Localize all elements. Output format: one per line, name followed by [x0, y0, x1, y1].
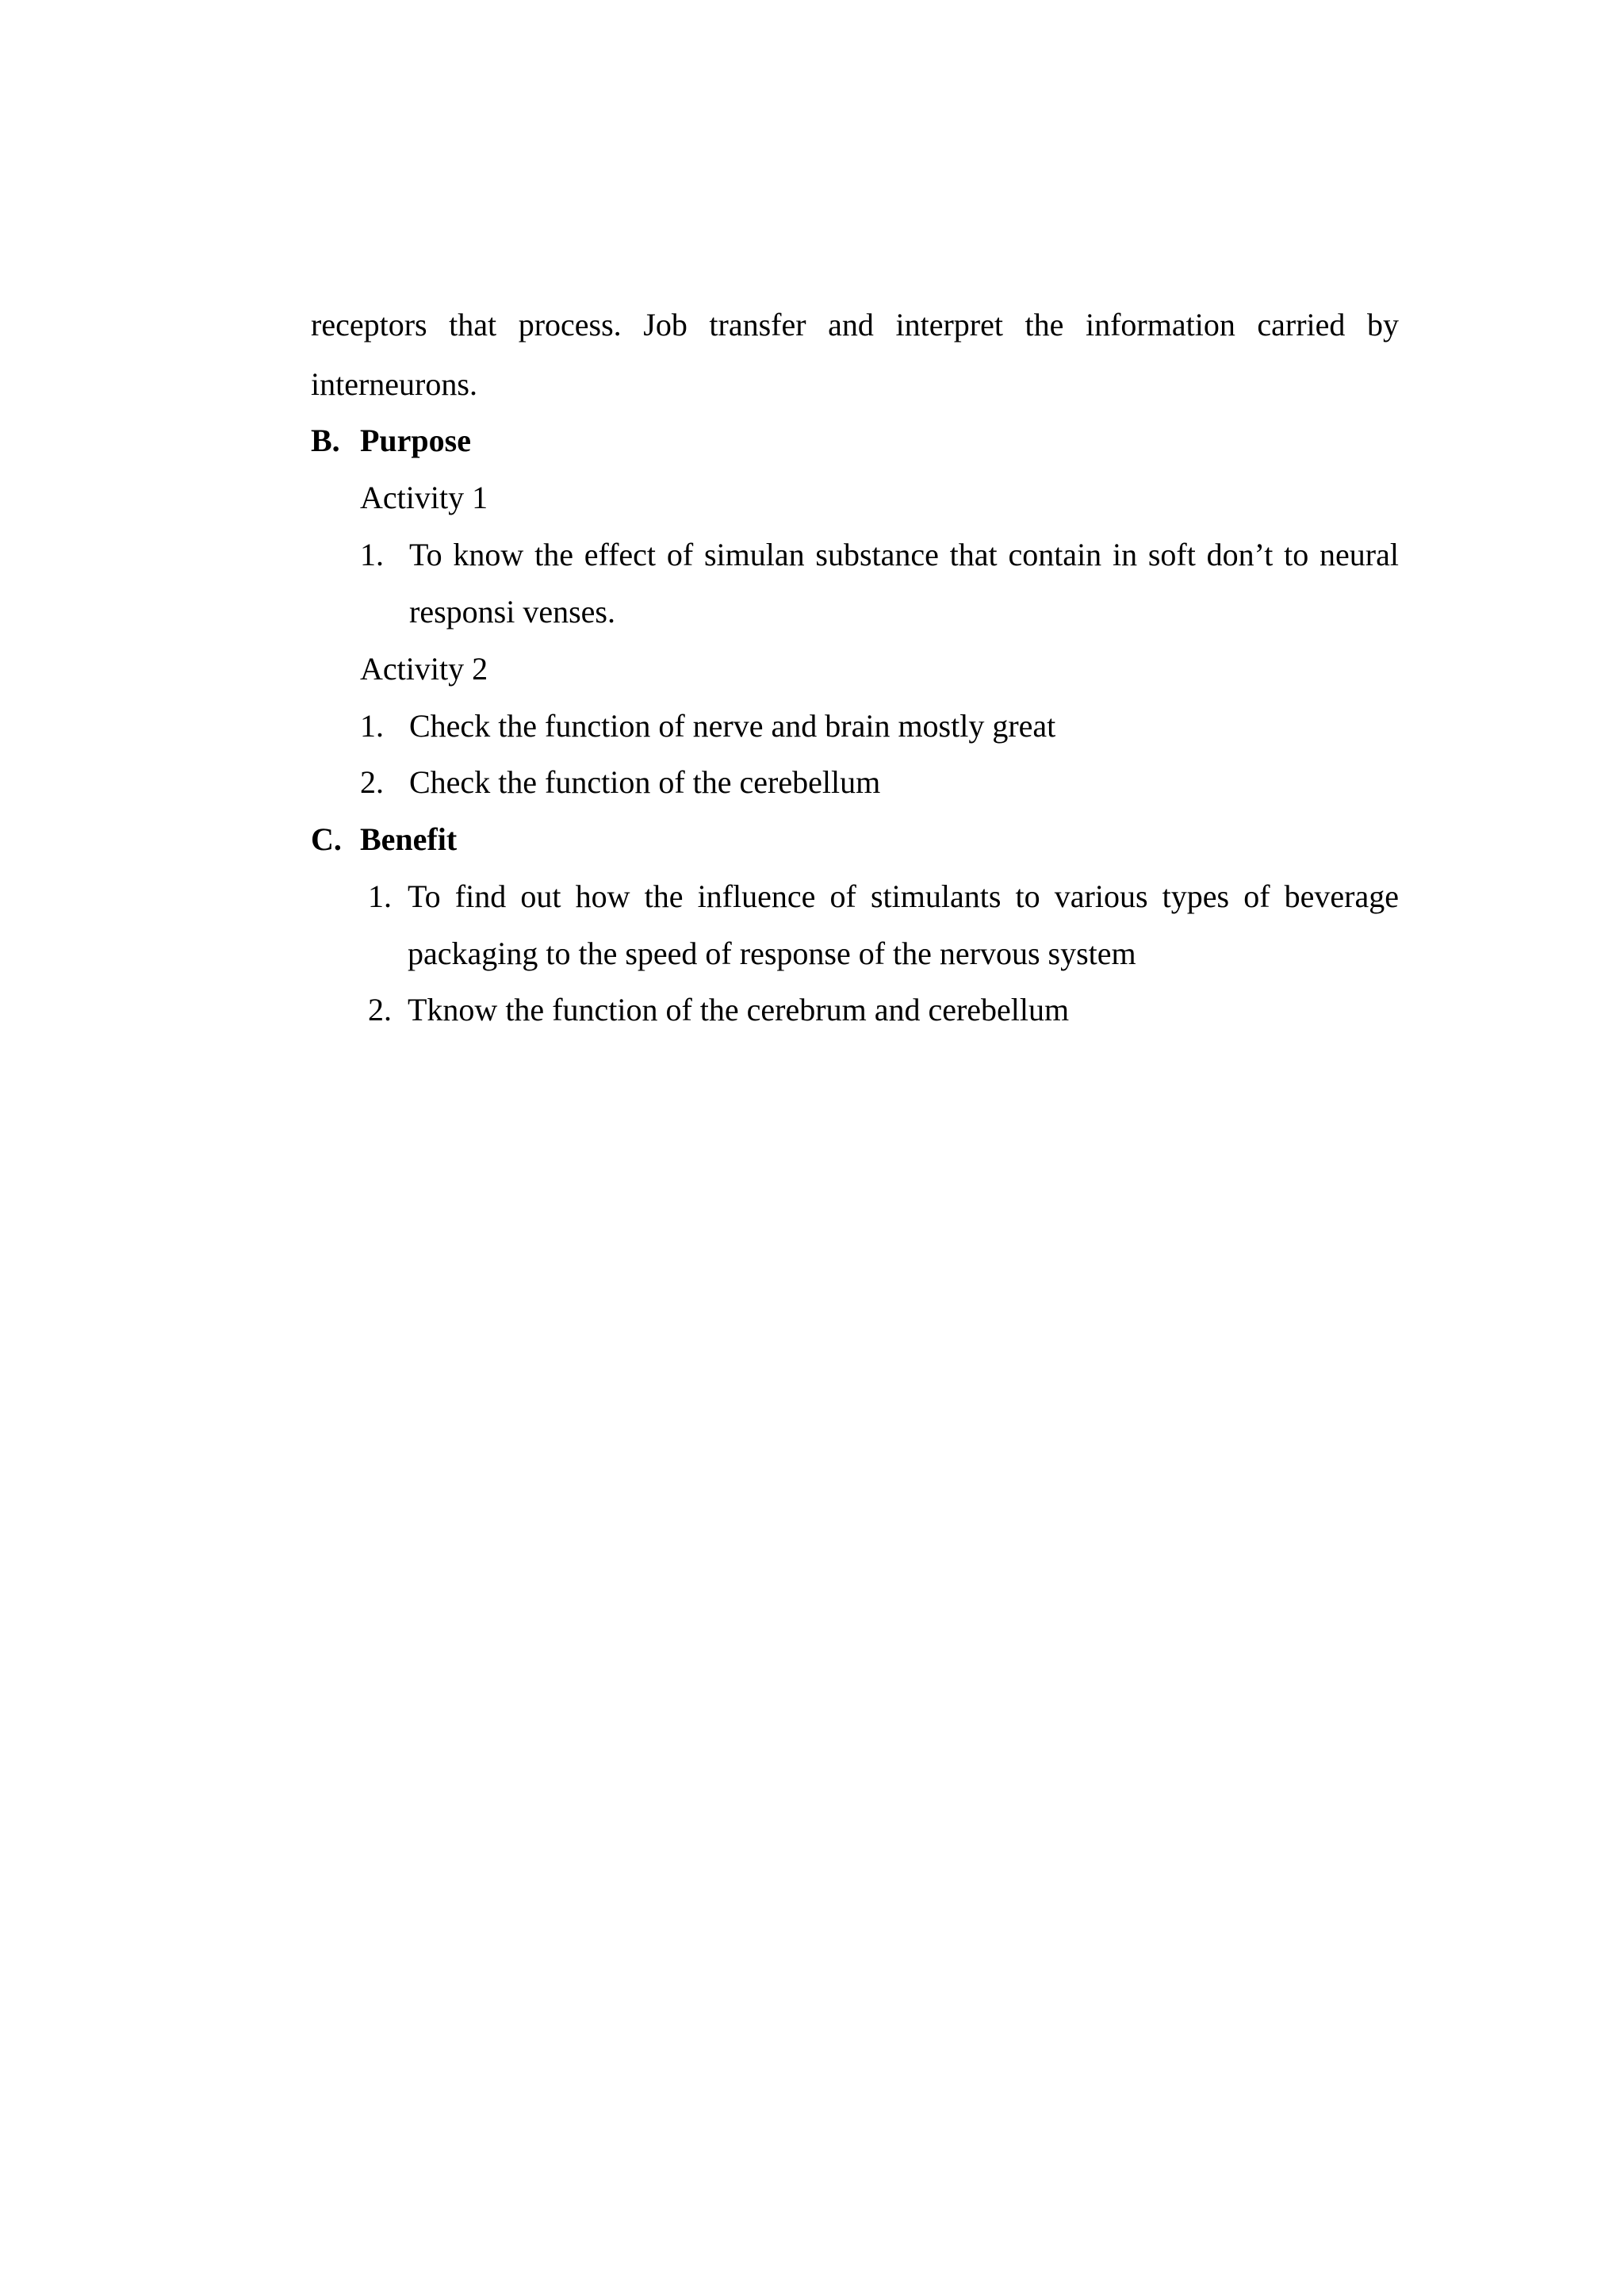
benefit-item-1-number: 1. [368, 878, 392, 914]
benefit-item-1-line-2: packaging to the speed of response of the nervous system [408, 936, 1136, 971]
activity-2-label: Activity 2 [360, 651, 488, 687]
section-b-letter: B. [311, 423, 340, 458]
benefit-item-2-number: 2. [368, 992, 392, 1027]
section-c-heading: Benefit [360, 821, 458, 857]
purpose-activity-2-item-1-text: Check the function of nerve and brain mostly great [409, 708, 1056, 744]
purpose-activity-1-item-1-number: 1. [360, 537, 384, 572]
intro-paragraph-line-1: receptors that process. Job transfer and interpret the information carried by [311, 307, 1399, 342]
benefit-item-2-text: Tknow the function of the cerebrum and cerebellum [408, 992, 1070, 1027]
purpose-activity-2-item-1-number: 1. [360, 708, 384, 744]
activity-1-label: Activity 1 [360, 480, 488, 515]
purpose-activity-2-item-2-text: Check the function of the cerebellum [409, 764, 881, 800]
section-c-letter: C. [311, 821, 342, 857]
benefit-item-1-line-1: To find out how the influence of stimulants to various types of beverage [408, 878, 1399, 914]
section-b-heading: Purpose [360, 423, 471, 458]
intro-paragraph-line-2: interneurons. [311, 366, 477, 402]
purpose-activity-2-item-2-number: 2. [360, 764, 384, 800]
purpose-activity-1-item-1-line-1: To know the effect of simulan substance that contain in soft don’t to neural [409, 537, 1399, 572]
purpose-activity-1-item-1-line-2: responsi venses. [409, 594, 615, 629]
